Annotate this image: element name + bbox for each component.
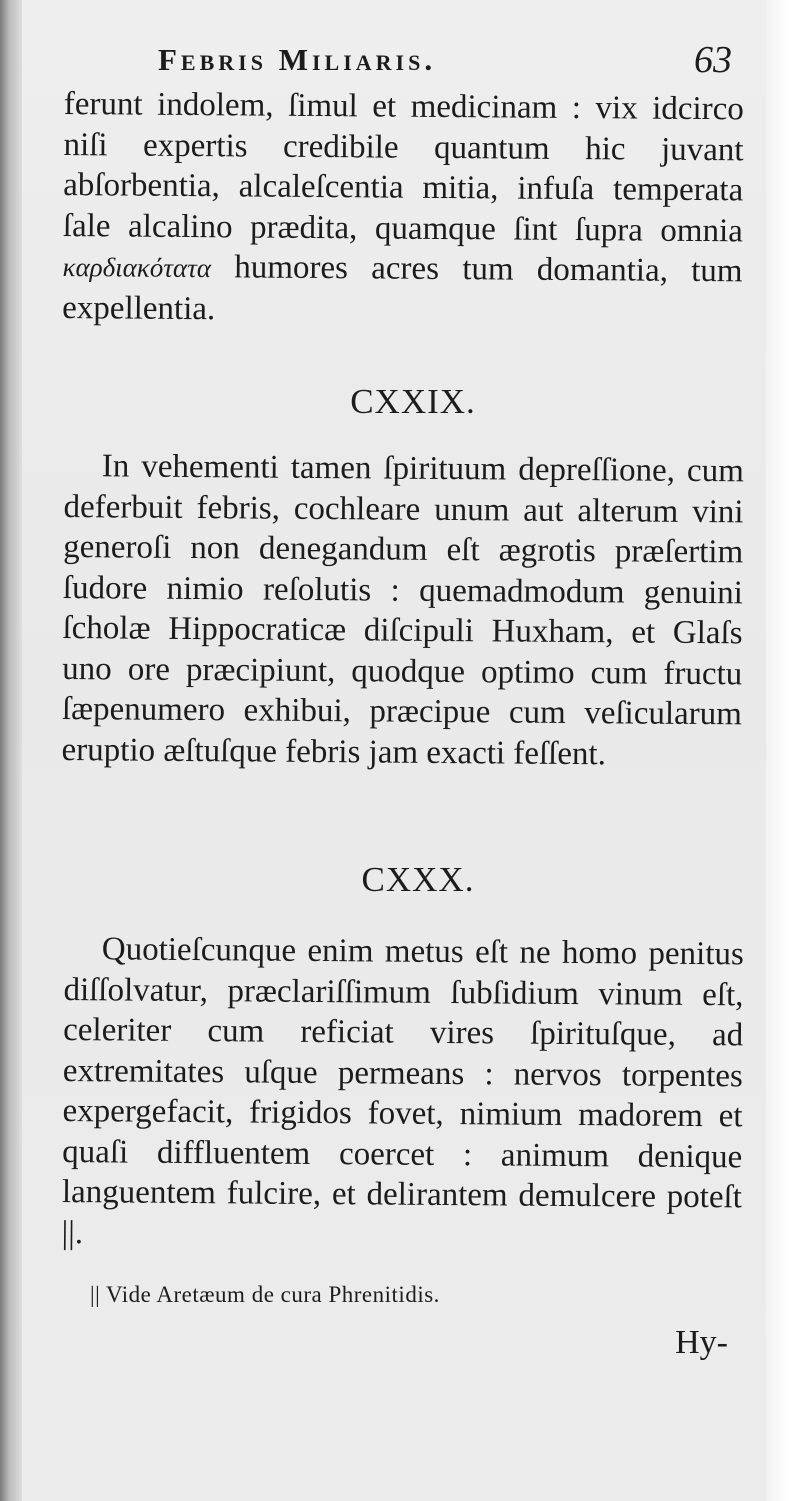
page-number: 63 <box>694 39 732 81</box>
greek-word: καρδιακότατα <box>62 251 212 284</box>
page-margin-edge <box>766 0 800 1501</box>
paragraph-text: ferunt indolem, ſimul et medicinam : vix idcirco niſi expertis credibile quantum hic juvant abſorbentia, alcaleſcentia mitia, infuſa temperata ſale alcalino prædita, quamque ſint ſupra omnia <box>62 85 744 249</box>
catchword: Hy- <box>675 1324 728 1361</box>
section-heading-cxxx: CXXX. <box>361 860 475 899</box>
paragraph-continued <box>62 84 744 333</box>
page-content <box>38 22 758 1462</box>
running-head <box>38 36 758 92</box>
section-cxxx-text: Quotieſcunque enim metus eſt ne homo penitus diſſolvatur, præclariſſimum ſubſidium vinum eſt, celeriter cum reficiat vires ſpirituſque, ad extremitates uſque permeans : nervos torpentes expergefacit, frigidos fovet, nimium madorem et quaſi diffluentem coercet : animum denique languentem fulcire, et delirantem demulcere poteſt ||. <box>61 931 744 1251</box>
paragraph-text: humores acres tum domantia, tum expellentia. <box>62 249 743 327</box>
page-binding-shadow <box>0 0 22 1501</box>
section-cxxix-text: In vehementi tamen ſpirituum depreſſione, cum deferbuit febris, cochleare unum aut alterum vini generoſi non denegandum eſt ægrotis præſertim ſudore nimio reſolutis : quemadmodum genuini ſcholæ Hippocraticæ diſcipuli Huxham, et Glaſs uno ore præcipiunt, quodque optimo cum fructu ſæpenumero exhibui, præcipue cum veſicularum eruptio æſtuſque febris jam exacti feſſent. <box>61 448 744 772</box>
section-heading-cxxix: CXXIX. <box>350 382 476 421</box>
footnote: || Vide Aretæum de cura Phrenitidis. <box>90 1282 440 1307</box>
running-title: Febris Miliaris. <box>158 42 437 77</box>
